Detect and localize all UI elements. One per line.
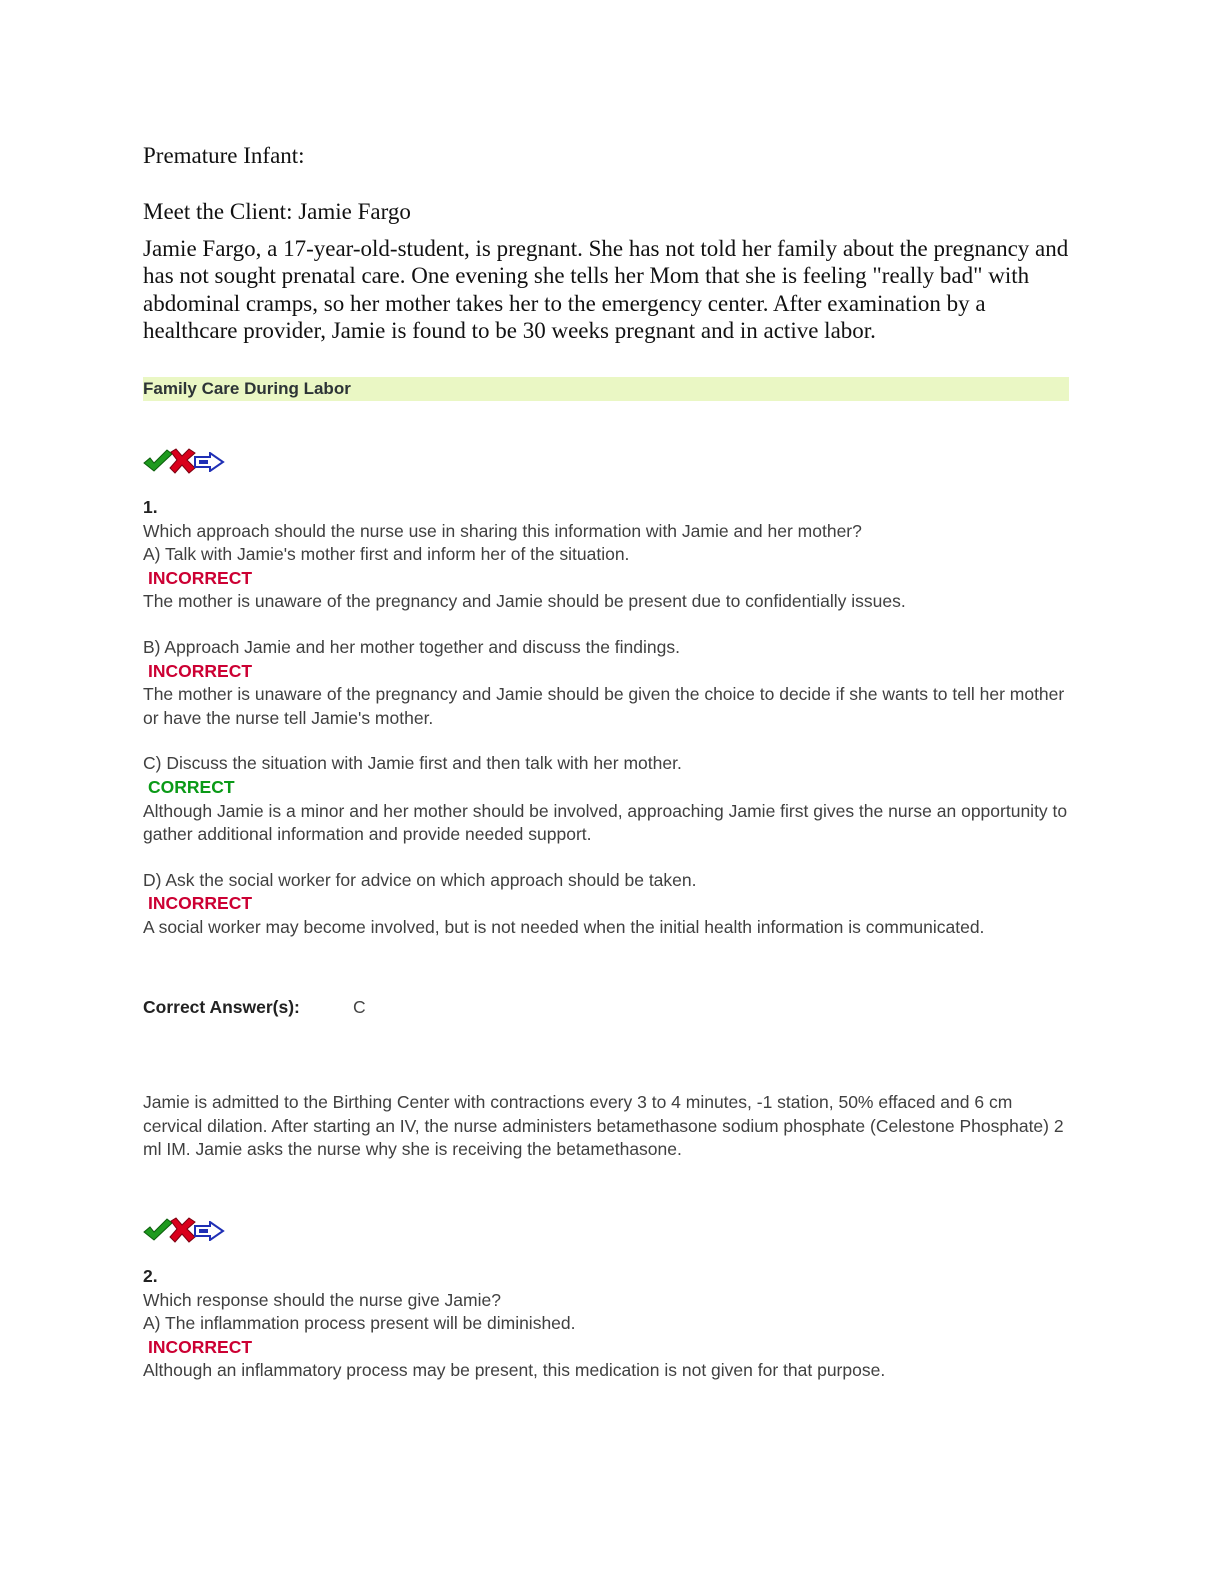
- verdict-label: INCORRECT: [148, 893, 253, 914]
- page-title: Premature Infant:: [143, 143, 305, 168]
- rationale: The mother is unaware of the pregnancy and Jamie should be present due to confidentially issues.: [143, 591, 906, 612]
- question-prompt: Which approach should the nurse use in sharing this information with Jamie and her mother?: [143, 520, 862, 541]
- option-a[interactable]: A) Talk with Jamie's mother first and inform her of the situation.: [143, 544, 630, 565]
- rationale: Although Jamie is a minor and her mother should be involved, approaching Jamie first gives the nurse an opportunity to gather additional information and provide needed support.: [143, 800, 1068, 845]
- verdict-label: CORRECT: [148, 776, 235, 797]
- question-number: 1.: [143, 497, 158, 517]
- section-title: Family Care During Labor: [143, 379, 351, 398]
- option-d[interactable]: D) Ask the social worker for advice on which approach should be taken.: [143, 869, 697, 890]
- question-prompt: Which response should the nurse give Jamie?: [143, 1289, 501, 1310]
- rationale: Although an inflammatory process may be present, this medication is not given for that purpose.: [143, 1360, 886, 1381]
- question-1: [143, 496, 1073, 940]
- question-2: [143, 1265, 1073, 1383]
- question-number: 2.: [143, 1266, 158, 1286]
- correct-answer-row: [143, 997, 366, 1018]
- option-c[interactable]: C) Discuss the situation with Jamie first and then talk with her mother.: [143, 753, 682, 774]
- verdict-label: INCORRECT: [148, 567, 253, 588]
- section-header: [143, 377, 1069, 401]
- client-heading: Meet the Client: Jamie Fargo: [143, 199, 411, 224]
- arrow-icon-wrap: [193, 1221, 225, 1241]
- correct-answer-label: Correct Answer(s):: [143, 997, 300, 1017]
- intro-paragraph: Jamie Fargo, a 17-year-old-student, is pregnant. She has not told her family about the pregnancy and has not sought prenatal care. One evening she tells her Mom that she is feeling "really bad" with abdominal cramps, so her mother takes her to the emergency center. After examination by a healthcare provider, Jamie is found to be 30 weeks pregnant and in active labor.: [143, 236, 1069, 344]
- arrow-icon[interactable]: [193, 452, 225, 472]
- arrow-icon[interactable]: [193, 1221, 225, 1241]
- verdict-label: INCORRECT: [148, 1336, 253, 1357]
- option-b[interactable]: B) Approach Jamie and her mother together and discuss the findings.: [143, 636, 680, 657]
- option-a[interactable]: A) The inflammation process present will be diminished.: [143, 1313, 576, 1334]
- correct-answer-value: C: [353, 997, 366, 1017]
- arrow-icon-wrap: [193, 452, 225, 472]
- rationale: The mother is unaware of the pregnancy and Jamie should be given the choice to decide if she wants to tell her mother or have the nurse tell Jamie's mother.: [143, 684, 1065, 728]
- rationale: A social worker may become involved, but is not needed when the initial health information is communicated.: [143, 916, 985, 937]
- verdict-label: INCORRECT: [148, 660, 253, 681]
- case-paragraph: Jamie is admitted to the Birthing Center with contractions every 3 to 4 minutes, -1 station, 50% effaced and 6 cm cervical dilation. After starting an IV, the nurse administers betamethasone sodium phosphate (Celestone Phosphate) 2 ml IM. Jamie asks the nurse why she is receiving the betamethasone.: [143, 1092, 1064, 1160]
